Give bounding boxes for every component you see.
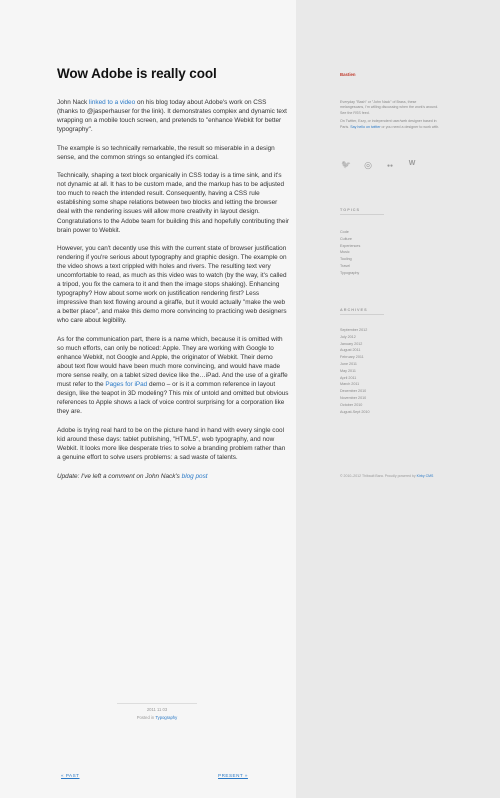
archive-item[interactable]: March 2011 xyxy=(340,382,360,387)
sidebar-footer: © 2010–2012 Thibault Bara. Proudly powered by Kirby CMS xyxy=(340,474,434,478)
pages-for-ipad-link[interactable]: Pages for iPad xyxy=(105,381,148,389)
topic-item[interactable]: Music xyxy=(340,250,350,255)
about-text xyxy=(340,100,440,133)
about-paragraph-2: On Twitter, Ezzy, or independent user/web designer based in Paris. Say hello on twitter or you need a designer to work with. xyxy=(340,119,440,129)
paragraph-4: However, you can't decently use this with the current state of browser justification rendering if you're serious about typography and graphic design. The example on the video shows a text crippled with holes and rivers. The resulting text very uncomfortable to read, as much as this video was to watch (by the way, it's called a tripod, you fix the camera to it and then the image stops shaking). Enhancing typography? How about some work on justification rendering first? Less impressive than text flowing around a giraffe, but it would actually "make the web a better place", and make this demo more convincing to practicing web designers who care about legibility. xyxy=(57,245,287,325)
archive-item[interactable]: October 2010 xyxy=(340,402,363,407)
author-name: Bastien xyxy=(340,72,356,77)
post-title: Wow Adobe is really cool xyxy=(57,66,217,81)
topic-item[interactable]: Culture xyxy=(340,236,352,241)
category-link[interactable]: Typography xyxy=(155,715,178,720)
archive-item[interactable]: April 2011 xyxy=(340,375,357,380)
cms-link[interactable]: Kirby CMS xyxy=(416,474,434,478)
paragraph-3: Technically, shaping a text block organically in CSS today is a time sink, and it's not dynamic at all. It has to be custom made, and the markup has to be adjusted too much to reach the intended result. Consequently, having a CSS rule establishing some shape relations between two blocks and letting the browser deal with the rendering issues will allow more creativity in layout design. Congratulations to the Adobe team for building this and hopefully contributing their brain power to Webkit. xyxy=(57,172,289,234)
flickr-icon[interactable]: ●● xyxy=(386,163,394,169)
archive-item[interactable]: June 2011 xyxy=(340,361,357,366)
topic-item[interactable]: Experiences xyxy=(340,243,361,248)
archive-item[interactable]: November 2010 xyxy=(340,395,367,400)
w-icon[interactable]: W xyxy=(408,160,416,167)
topic-item[interactable]: Code xyxy=(340,230,349,234)
past-link[interactable]: « PAST xyxy=(61,773,80,778)
update-note: Update: I've left a comment on John Nack's blog post xyxy=(57,472,208,480)
dribbble-icon[interactable]: ◎ xyxy=(364,160,372,170)
blog-post-link[interactable]: blog post xyxy=(181,472,208,480)
video-link[interactable]: linked to a video xyxy=(88,99,136,106)
twitter-hello-link[interactable]: Say hello on twitter xyxy=(350,124,381,129)
archive-item[interactable]: August-Sept 2010 xyxy=(340,409,370,414)
archive-item[interactable]: February 2011 xyxy=(340,355,364,360)
topic-item[interactable]: Tooling xyxy=(340,257,352,262)
archive-item[interactable]: January 2012 xyxy=(340,341,363,346)
archive-item[interactable]: December 2010 xyxy=(340,389,367,394)
topic-item[interactable]: Typography xyxy=(340,270,360,275)
paragraph-1: John Nack linked to a video on his blog today about Adobe's work on CSS (thanks to @jasperhauser for the link). It demonstrates complex and dynamic text wrapping on a mobile touch screen, and pretends to "enhance Webkit for better typography". xyxy=(57,99,287,134)
post-body xyxy=(57,98,289,490)
about-paragraph-1: Everyday "Bash" or "John Nack" of Brass, these melangescans, I'm willing discussing when the work's around. See the RSS feed. xyxy=(340,100,439,115)
archive-item[interactable]: September 2012 xyxy=(340,328,368,332)
paragraph-6: Adobe is trying real hard to be on the picture hand in hand with every single cool kid around these days: tablet publishing, "HTML5", web typography, and now Webkit. It looks more like desperate tries to solve a branding problem rather than a genuine effort to solve users problems: a sad waste of talents. xyxy=(57,426,286,462)
topics-list xyxy=(340,229,360,277)
social-icons xyxy=(340,160,418,172)
archive-item[interactable]: August 2011 xyxy=(340,348,361,353)
posted-in: Posted in Typography xyxy=(136,715,178,720)
paragraph-5: As for the communication part, there is a name which, because it is omitted with so much efforts, can only be noticed: Apple. They are working with Google to enhance Webkit, not Google and Apple, the originator of Webkit. Their demo about text flow would have been much more convincing, and would have made more sense really, on a tablet sized device like the…iPad. And the use of a giraffe must refer to the Pages for iPad demo – or is it a common reference in layout design, like the teapot in 3D modeling? This mix of untold and omitted but obvious references to Apple shows a lack of voice control surprising for a corporation like they are. xyxy=(57,336,289,416)
twitter-icon[interactable]: 🐦 xyxy=(341,160,351,169)
post-date: 2011 11 03 xyxy=(117,703,197,714)
archive-item[interactable]: July 2012 xyxy=(340,334,356,339)
archives-heading: ARCHIVES xyxy=(340,308,384,315)
archive-item[interactable]: May 2011 xyxy=(340,368,356,373)
topic-item[interactable]: Travel xyxy=(340,263,351,268)
post-meta xyxy=(57,703,257,722)
archives-list xyxy=(340,327,370,415)
topics-heading: TOPICS xyxy=(340,208,384,215)
paragraph-2: The example is so technically remarkable, the result so miserable in a design sense, and the common strings so entangled it's comical. xyxy=(57,144,275,161)
present-link[interactable]: PRESENT » xyxy=(218,773,248,778)
